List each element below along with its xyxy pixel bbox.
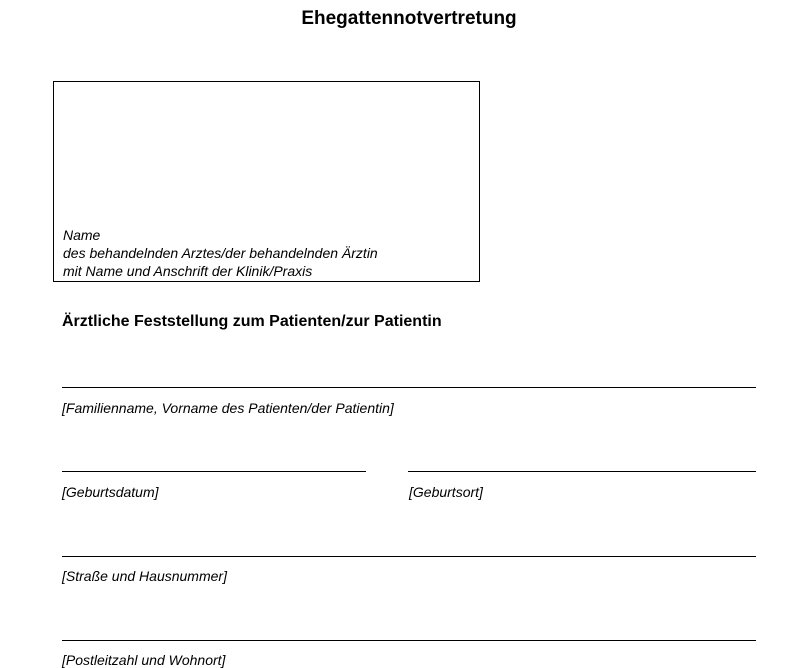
postal-city-label: [Postleitzahl und Wohnort]	[62, 652, 226, 668]
full-name-line[interactable]	[62, 387, 756, 388]
doctor-caption-line-1: Name	[63, 227, 101, 243]
birth-date-label: [Geburtsdatum]	[62, 484, 159, 500]
doctor-caption-line-3: mit Name und Anschrift der Klinik/Praxis	[63, 263, 313, 279]
birth-date-line[interactable]	[62, 471, 366, 472]
postal-city-line[interactable]	[62, 640, 756, 641]
section-heading: Ärztliche Feststellung zum Patienten/zur Patientin	[62, 313, 442, 330]
document-title: Ehegattennotvertretung	[301, 8, 517, 29]
full-name-label: [Familienname, Vorname des Patienten/der Patientin]	[62, 400, 394, 416]
doctor-caption-line-2: des behandelnden Arztes/der behandelnden Ärztin	[63, 245, 378, 261]
street-label: [Straße und Hausnummer]	[62, 568, 227, 584]
doctor-stamp-box[interactable]	[53, 81, 480, 282]
doctor-box-caption	[63, 226, 378, 280]
birth-place-label: [Geburtsort]	[409, 484, 483, 500]
birth-place-line[interactable]	[408, 471, 756, 472]
street-line[interactable]	[62, 556, 756, 557]
